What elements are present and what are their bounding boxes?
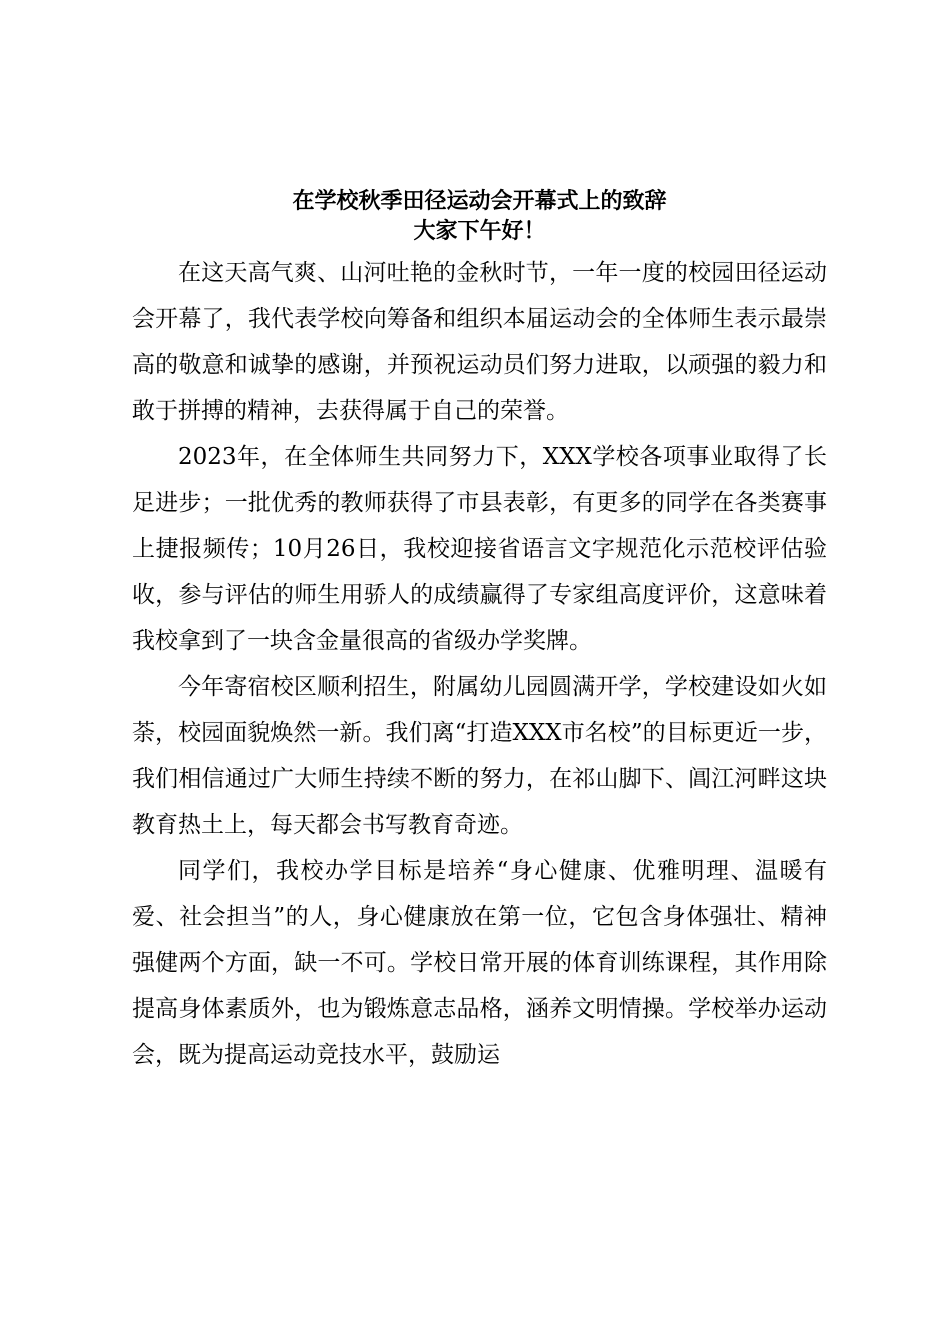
document-page [132, 186, 827, 1078]
document-title: 在学校秋季田径运动会开幕式上的致辞 [292, 188, 667, 214]
greeting: 大家下午好！ [413, 218, 546, 244]
paragraph-2: 2023年，在全体师生共同努力下，XXX学校各项事业取得了长足进步；一批优秀的教师获得了市县表彰，有更多的同学在各类赛事上捷报频传；10月26日，我校迎接省语言文字规范化示范校评估验收，参与评估的师生用骄人的成绩赢得了专家组高度评价，这意味着我校拿到了一块含金量很高的省级办学奖牌。 [132, 444, 827, 654]
paragraph-4: 同学们，我校办学目标是培养“身心健康、优雅明理、温暖有爱、社会担当”的人，身心健康放在第一位，它包含身体强壮、精神强健两个方面，缺一不可。学校日常开展的体育训练课程，其作用除提高身体素质外，也为锻炼意志品格，涵养文明情操。学校举办运动会，既为提高运动竞技水平，鼓励运 [132, 858, 827, 1068]
paragraph-3: 今年寄宿校区顺利招生，附属幼儿园圆满开学，学校建设如火如荼，校园面貌焕然一新。我们离“打造XXX市名校”的目标更近一步，我们相信通过广大师生持续不断的努力，在祁山脚下、阊江河畔这块教育热土上，每天都会书写教育奇迹。 [132, 674, 827, 838]
paragraph-1: 在这天高气爽、山河吐艳的金秋时节，一年一度的校园田径运动会开幕了，我代表学校向筹备和组织本届运动会的全体师生表示最崇高的敬意和诚挚的感谢，并预祝运动员们努力进取，以顽强的毅力和敢于拼搏的精神，去获得属于自己的荣誉。 [132, 260, 827, 424]
